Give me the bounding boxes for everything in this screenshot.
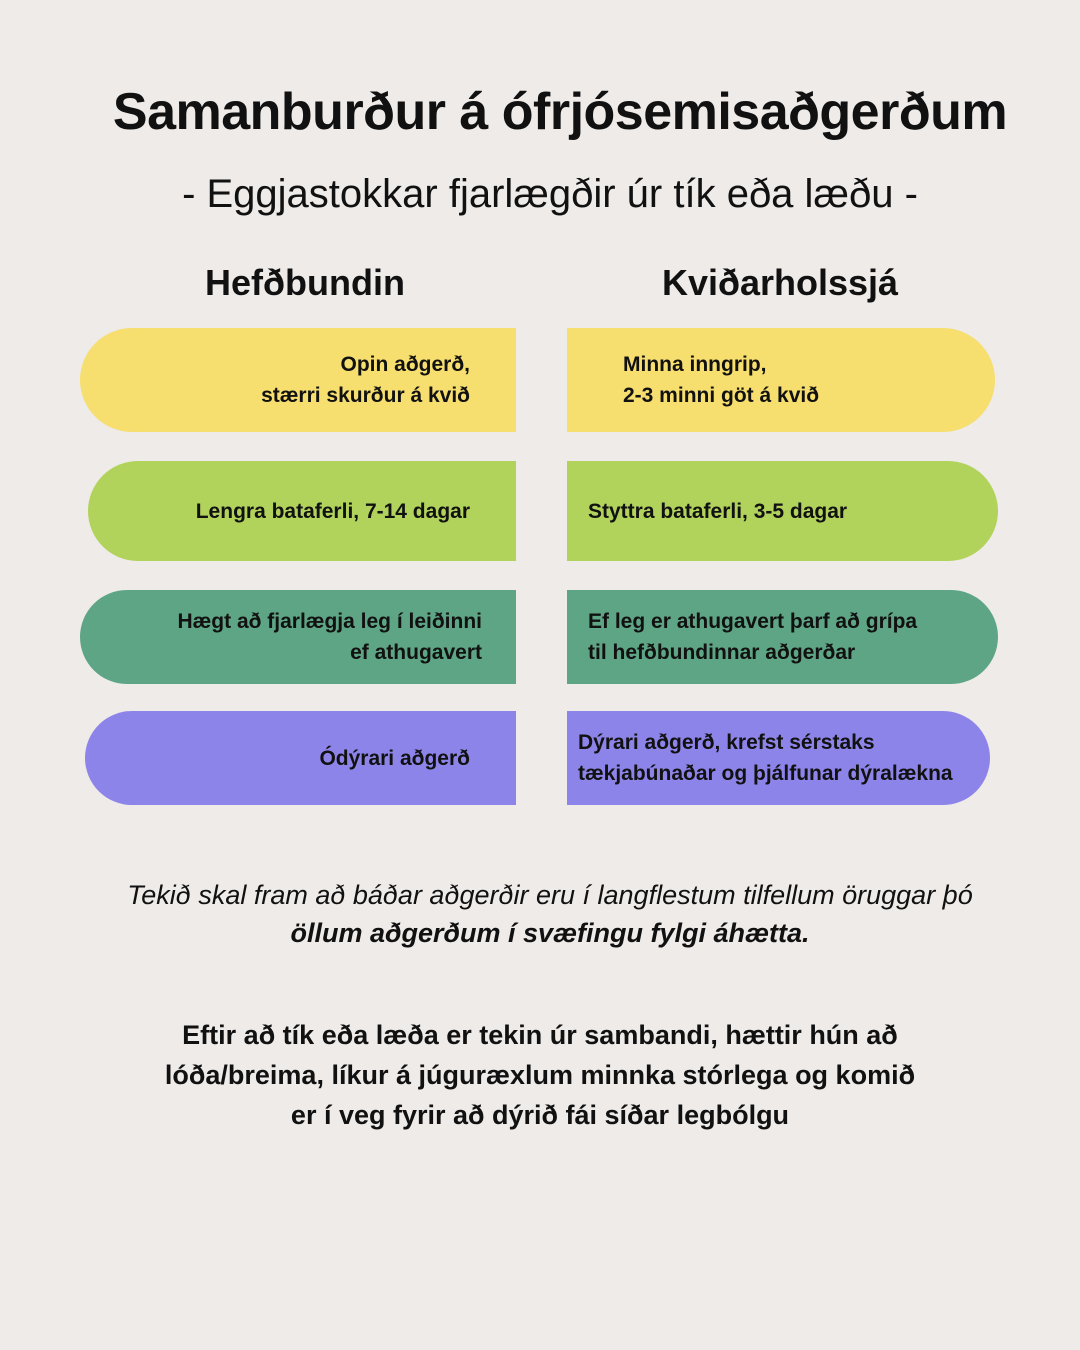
safety-note-text: Tekið skal fram að báðar aðgerðir eru í langflestum tilfellum öruggar þó [127,880,973,910]
comparison-row-1-right [567,328,995,432]
comparison-row-4-right [567,711,990,805]
safety-note-emphasis: öllum aðgerðum í svæfingu fylgi áhætta [290,918,803,948]
comparison-row-2-right [567,461,998,561]
benefits-footer: Eftir að tík eða læða er tekin úr sambandi, hættir hún að lóða/breima, líkur á júguræxlum minnka stórlega og komið er í veg fyrir að dýrið fái síðar legbólgu [164,1020,916,1130]
comparison-text: Dýrari aðgerð, krefst sérstaks tækjabúnaðar og þjálfunar dýralækna [578,731,953,785]
comparison-row-3-right [567,590,998,684]
page-title: Samanburður á ófrjósemisaðgerðum [112,83,1008,141]
comparison-text: Opin aðgerð, stærri skurður á kvið [261,353,470,407]
comparison-text: Lengra bataferli, 7-14 dagar [195,499,470,523]
comparison-row-3-left [80,590,516,684]
comparison-row-4-left [85,711,516,805]
comparison-row-1-left [80,328,516,432]
safety-note [60,876,1040,952]
comparison-row-2-left [88,461,516,561]
comparison-text: Minna inngrip, 2-3 minni göt á kvið [623,353,820,407]
page-subtitle: - Eggjastokkar fjarlægðir úr tík eða læðu - [182,172,918,216]
column-header-laparoscopy: Kviðarholssjá [661,262,899,303]
comparison-text: Ef leg er athugavert þarf að grípa til hefðbundinnar aðgerðar [588,610,918,664]
comparison-text: Styttra bataferli, 3-5 dagar [588,499,848,523]
safety-note-period: . [802,918,810,948]
comparison-text: Ódýrari aðgerð [319,746,470,770]
column-header-traditional: Hefðbundin [205,262,405,303]
comparison-text: Hægt að fjarlægja leg í leiðinni ef athugavert [177,610,482,664]
